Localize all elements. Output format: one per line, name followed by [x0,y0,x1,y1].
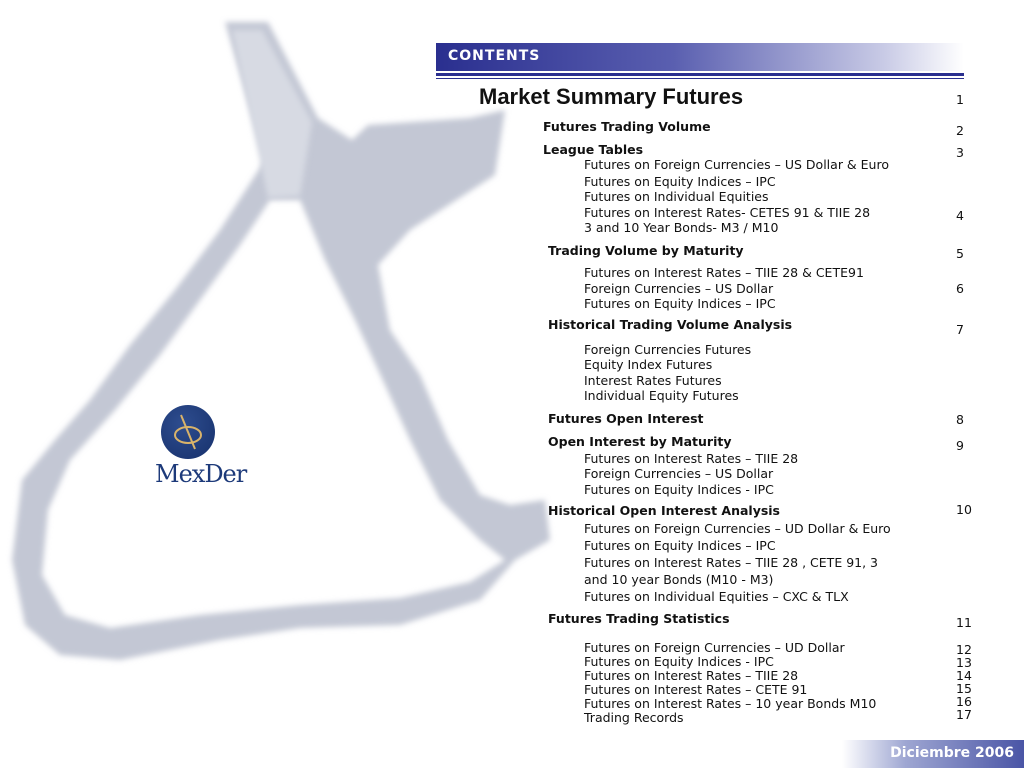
toc-item[interactable]: Futures on Equity Indices - IPC [584,482,774,497]
toc-item[interactable]: Futures on Equity Indices – IPC [584,538,776,553]
page-number: 2 [956,123,964,138]
toc-item[interactable]: Futures on Equity Indices - IPC [584,654,774,669]
toc-item[interactable]: Equity Index Futures [584,357,713,372]
toc-item[interactable]: Futures on Interest Rates – 10 year Bonds M10 [584,696,877,711]
header-rule-thin [436,78,964,79]
toc-heading[interactable]: League Tables [543,142,644,157]
page-number: 7 [956,322,964,337]
page-number: 11 [956,615,972,630]
toc-item[interactable]: Foreign Currencies – US Dollar [584,466,774,481]
emblem-x-icon [161,405,215,459]
page-number: 1 [956,92,964,107]
page-number: 14 [956,668,972,683]
toc-item[interactable]: Futures on Interest Rates – CETE 91 [584,682,808,697]
toc-item[interactable]: Individual Equity Futures [584,388,739,403]
page-number: 5 [956,246,964,261]
logo-emblem-icon [161,405,215,459]
toc-item[interactable]: Foreign Currencies – US Dollar [584,281,774,296]
toc-heading[interactable]: Open Interest by Maturity [548,434,732,449]
page-number: 17 [956,707,972,722]
toc-item[interactable]: Futures on Interest Rates – TIIE 28 & CETE91 [584,265,864,280]
footer-date-bar [842,740,1024,768]
toc-item[interactable]: Futures on Individual Equities [584,189,769,204]
toc-item[interactable]: Trading Records [584,710,684,725]
page-number: 3 [956,145,964,160]
footer-date: Diciembre 2006 [890,745,1014,761]
toc-heading[interactable]: Historical Open Interest Analysis [548,503,781,518]
page-number: 12 [956,642,972,657]
page-number: 10 [956,502,972,517]
page-number: 15 [956,681,972,696]
toc-item[interactable]: Futures on Interest Rates – TIIE 28 , CETE 91, 3 [584,555,878,570]
contents-header-bar [436,43,964,71]
page-number: 9 [956,438,964,453]
logo-text: MexDer [155,460,247,488]
toc-item[interactable]: Futures on Interest Rates – TIIE 28 [584,668,799,683]
toc-heading[interactable]: Futures Trading Volume [543,119,711,134]
toc-item[interactable]: Futures on Interest Rates- CETES 91 & TIIE 28 [584,205,871,220]
toc-item[interactable]: Foreign Currencies Futures [584,342,752,357]
toc-item[interactable]: Futures on Equity Indices – IPC [584,174,776,189]
toc-item[interactable]: Futures on Equity Indices – IPC [584,296,776,311]
page-title: Market Summary Futures [479,84,744,109]
contents-label: CONTENTS [448,48,541,64]
page-number: 16 [956,694,972,709]
toc-item[interactable]: Futures on Individual Equities – CXC & TLX [584,589,849,604]
toc-item[interactable]: and 10 year Bonds (M10 - M3) [584,572,774,587]
toc-heading[interactable]: Futures Trading Statistics [548,611,730,626]
toc-item[interactable]: Futures on Foreign Currencies – UD Dollar & Euro [584,521,891,536]
toc-heading[interactable]: Futures Open Interest [548,411,704,426]
toc-item[interactable]: 3 and 10 Year Bonds- M3 / M10 [584,220,779,235]
header-rule [436,73,964,76]
page-number: 6 [956,281,964,296]
page-number: 4 [956,208,964,223]
toc-item[interactable]: Futures on Foreign Currencies – UD Dollar [584,640,845,655]
toc-heading[interactable]: Trading Volume by Maturity [548,243,744,258]
page-number: 13 [956,655,972,670]
toc-item[interactable]: Futures on Foreign Currencies – US Dollar & Euro [584,157,889,172]
toc-item[interactable]: Interest Rates Futures [584,373,722,388]
mexder-logo [155,405,247,488]
toc-item[interactable]: Futures on Interest Rates – TIIE 28 [584,451,799,466]
page-number: 8 [956,412,964,427]
toc-heading[interactable]: Historical Trading Volume Analysis [548,317,793,332]
